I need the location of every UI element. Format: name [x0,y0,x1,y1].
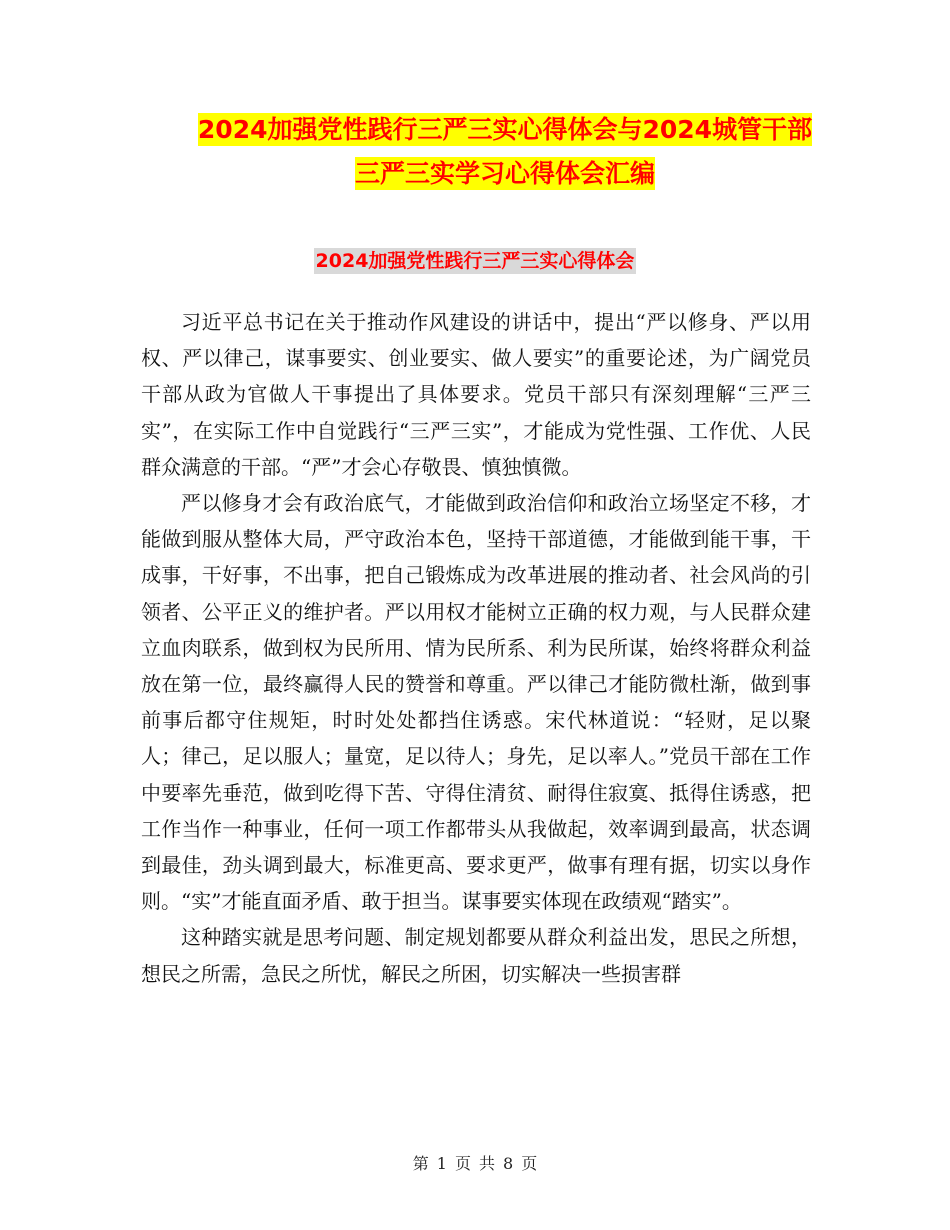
paragraph: 习近平总书记在关于推动作风建设的讲话中，提出“严以修身、严以用权、严以律己，谋事要实、创业要实、做人要实”的重要论述，为广阔党员干部从政为官做人干事提出了具体要求。党员干部只有深刻理解“三严三实”，在实际工作中自觉践行“三严三实”，才能成为党性强、工作优、人民群众满意的干部。“严”才会心存敬畏、慎独慎微。 [141,310,811,479]
title-text-2: 三严三实学习心得体会汇编 [354,159,655,188]
title-text-1: 2024加强党性践行三严三实心得体会与2024城管干部 [197,115,813,144]
section-title-text: 2024加强党性践行三严三实心得体会 [315,250,635,272]
document-title-line-1 [30,112,950,148]
footer-prefix: 第 [412,1154,429,1173]
footer-page-word: 页 [454,1154,471,1173]
page-footer [0,1152,950,1176]
document-title-line-2 [30,156,950,192]
section-title [0,246,950,276]
footer-total-word: 共 [479,1154,496,1173]
paragraph: 这种踏实就是思考问题、制定规划都要从群众利益出发，思民之所想，想民之所需，急民之所忧，解民之所困，切实解决一些损害群 [141,925,811,986]
footer-suffix: 页 [521,1154,538,1173]
footer-page-number: 1 [436,1154,447,1173]
footer-total-pages: 8 [503,1154,514,1173]
paragraph: 严以修身才会有政治底气，才能做到政治信仰和政治立场坚定不移，才能做到服从整体大局，严守政治本色，坚持干部道德，才能做到能干事，干成事，干好事，不出事，把自己锻炼成为改革进展的推动者、社会风尚的引领者、公平正义的维护者。严以用权才能树立正确的权力观，与人民群众建立血肉联系，做到权为民所用、情为民所系、利为民所谋，始终将群众利益放在第一位，最终赢得人民的赞誉和尊重。严以律己才能防微杜渐，做到事前事后都守住规矩，时时处处都挡住诱惑。宋代林道说：“轻财，足以聚人；律己，足以服人；量宽，足以待人；身先，足以率人。”党员干部在工作中要率先垂范，做到吃得下苦、守得住清贫、耐得住寂寞、抵得住诱惑，把工作当作一种事业，任何一项工作都带头从我做起，效率调到最高，状态调到最佳，劲头调到最大，标准更高、要求更严，做事有理有据，切实以身作则。“实”才能直面矛盾、敢于担当。谋事要实体现在政绩观“踏实”。 [141,491,811,914]
body-text [141,304,811,992]
